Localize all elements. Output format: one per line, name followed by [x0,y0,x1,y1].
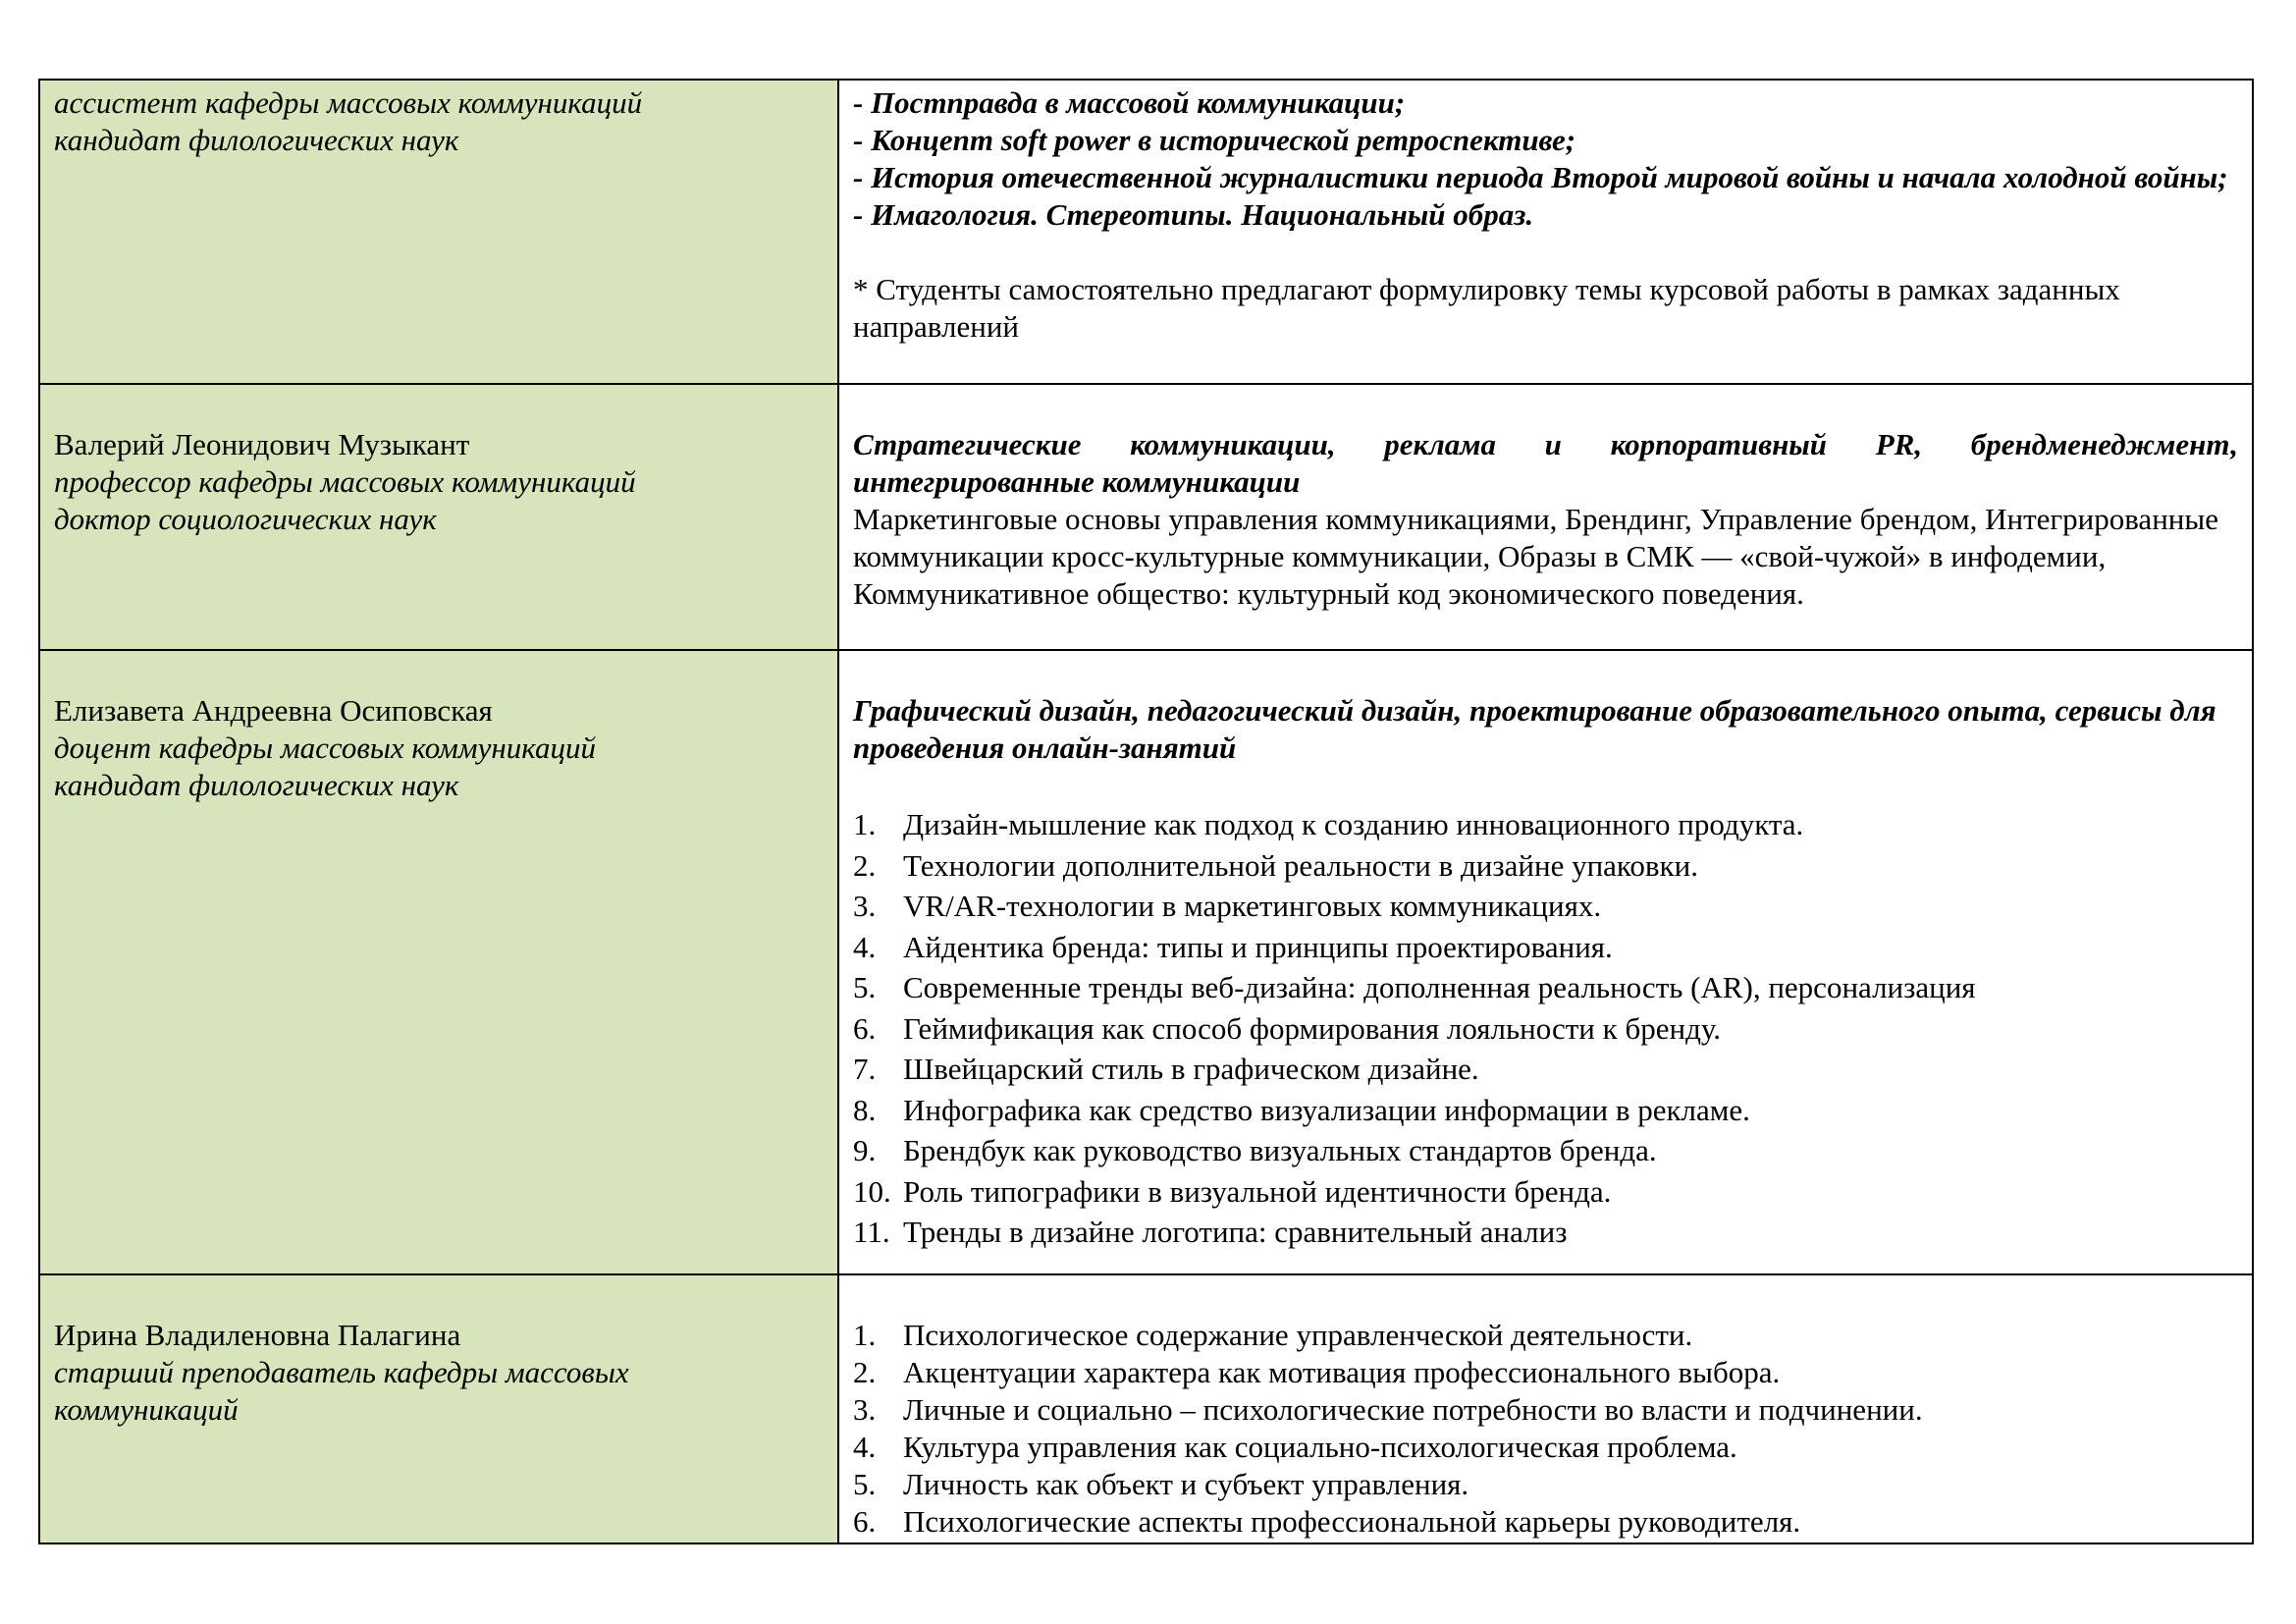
list-text: Дизайн-мышление как подход к созданию инновационного продукта. [903,807,1804,841]
list-number: 4. [853,1430,877,1464]
topics-cell [838,650,2253,1274]
list-number: 1. [853,1318,877,1352]
topics-cell [838,80,2253,384]
list-item [853,1090,2238,1131]
supervisor-name: Елизавета Андреевна Осиповская [54,693,493,728]
list-text: Айдентика бренда: типы и принципы проектирования. [903,929,1613,964]
supervisor-position: коммуникаций [54,1392,239,1427]
supervisor-position: ассистент кафедры массовых коммуникаций [54,85,643,120]
supervisor-degree: кандидат филологических наук [54,768,459,802]
list-number: 9. [853,1133,877,1167]
list-number: 3. [853,1392,877,1427]
spacer [853,1279,2238,1317]
topic-list [853,804,2238,1253]
list-number: 6. [853,1010,877,1046]
supervisor-position: старший преподаватель кафедры массовых [54,1355,629,1389]
footnote: * Студенты самостоятельно предлагают формулировку темы курсовой работы в рамках заданных направлений [853,272,2120,344]
list-number: 8. [853,1092,877,1127]
research-area-heading: Графический дизайн, педагогический дизайн, проектирование образовательного опыта, сервисы для проведения онлайн-занятий [853,693,2216,765]
supervisor-cell [39,80,838,384]
supervisor-name: Валерий Леонидович Музыкант [54,427,470,461]
list-number: 1. [853,807,877,841]
list-text: Инфографика как средство визуализации информации в рекламе. [903,1092,1750,1127]
list-text: Культура управления как социально-психологическая проблема. [903,1430,1737,1464]
topic-item: - История отечественной журналистики периода Второй мировой войны и начала холодной войны; [853,160,2228,194]
list-number: 5. [853,1467,877,1501]
list-item [853,1391,2238,1429]
list-number: 11. [853,1215,890,1249]
supervisor-cell [39,1274,838,1543]
list-text: Психологическое содержание управленческой деятельности. [903,1318,1693,1352]
list-number: 3. [853,889,877,923]
list-number: 5. [853,970,877,1004]
list-number: 6. [853,1504,877,1539]
supervisor-position: доцент кафедры массовых коммуникаций [54,731,596,765]
topic-item: - Постправда в массовой коммуникации; [853,85,1406,120]
list-number: 10. [853,1173,891,1209]
list-text: Акцентуации характера как мотивация профессионального выбора. [903,1355,1781,1389]
supervisor-cell [39,384,838,650]
list-text: VR/AR-технологии в маркетинговых коммуникациях. [903,889,1602,923]
list-text: Личные и социально – психологические потребности во власти и подчинении. [903,1392,1923,1427]
list-text: Швейцарский стиль в графическом дизайне. [903,1052,1479,1086]
list-item [853,1466,2238,1503]
list-text: Тренды в дизайне логотипа: сравнительный анализ [903,1215,1568,1249]
list-item [853,1317,2238,1354]
list-item [853,927,2238,968]
topic-list [853,1317,2238,1541]
topics-cell [838,384,2253,650]
supervisor-cell [39,650,838,1274]
list-item [853,1503,2238,1541]
supervisor-position: профессор кафедры массовых коммуникаций [54,464,636,499]
list-text: Современные тренды веб-дизайна: дополненная реальность (AR), персонализация [903,970,1976,1004]
list-number: 7. [853,1052,877,1086]
list-item [853,1171,2238,1213]
research-area-heading: Стратегические коммуникации, реклама и корпоративный PR, брендменеджмент, [853,427,2238,461]
supervisor-name: Ирина Владиленовна Палагина [54,1318,461,1352]
supervisor-degree: доктор социологических наук [54,502,437,536]
list-number: 2. [853,1355,877,1389]
list-item [853,967,2238,1008]
spacer [853,767,2238,804]
research-area-heading: интегрированные коммуникации [853,464,1301,499]
table-row [39,384,2253,650]
list-item [853,845,2238,887]
list-item [853,1049,2238,1090]
topic-item: - Имагология. Стереотипы. Национальный образ. [853,197,1534,232]
list-text: Личность как объект и субъект управления. [903,1467,1469,1501]
table-row [39,650,2253,1274]
spacer [853,655,2238,692]
list-text: Роль типографики в визуальной идентичности бренда. [903,1173,1612,1209]
supervisors-table [38,79,2254,1544]
topic-item: - Концепт soft power в исторической ретроспективе; [853,123,1576,157]
list-number: 2. [853,847,877,883]
list-text: Психологические аспекты профессиональной карьеры руководителя. [903,1504,1801,1539]
spacer [54,1279,824,1317]
list-item [853,804,2238,845]
list-item [853,1008,2238,1050]
list-text: Технологии дополнительной реальности в дизайне упаковки. [903,847,1698,883]
list-item [853,886,2238,927]
table-row [39,80,2253,384]
spacer [54,655,824,692]
spacer [853,234,2238,271]
list-item [853,1354,2238,1391]
research-area-description: Маркетинговые основы управления коммуникациями, Брендинг, Управление брендом, Интегрированные коммуникации кросс-культурные коммуникации, Образы в СМК — «свой-чужой» в инфодемии, Коммуникативное общество: культурный код экономического поведения. [853,502,2218,611]
topics-cell [838,1274,2253,1543]
list-number: 4. [853,929,877,964]
list-item [853,1429,2238,1466]
table-row [39,1274,2253,1543]
supervisor-degree: кандидат филологических наук [54,123,459,157]
spacer [54,389,824,426]
list-text: Брендбук как руководство визуальных стандартов бренда. [903,1133,1657,1167]
list-item [853,1212,2238,1253]
spacer [853,389,2238,426]
list-item [853,1130,2238,1171]
list-text: Геймификация как способ формирования лояльности к бренду. [903,1010,1722,1046]
